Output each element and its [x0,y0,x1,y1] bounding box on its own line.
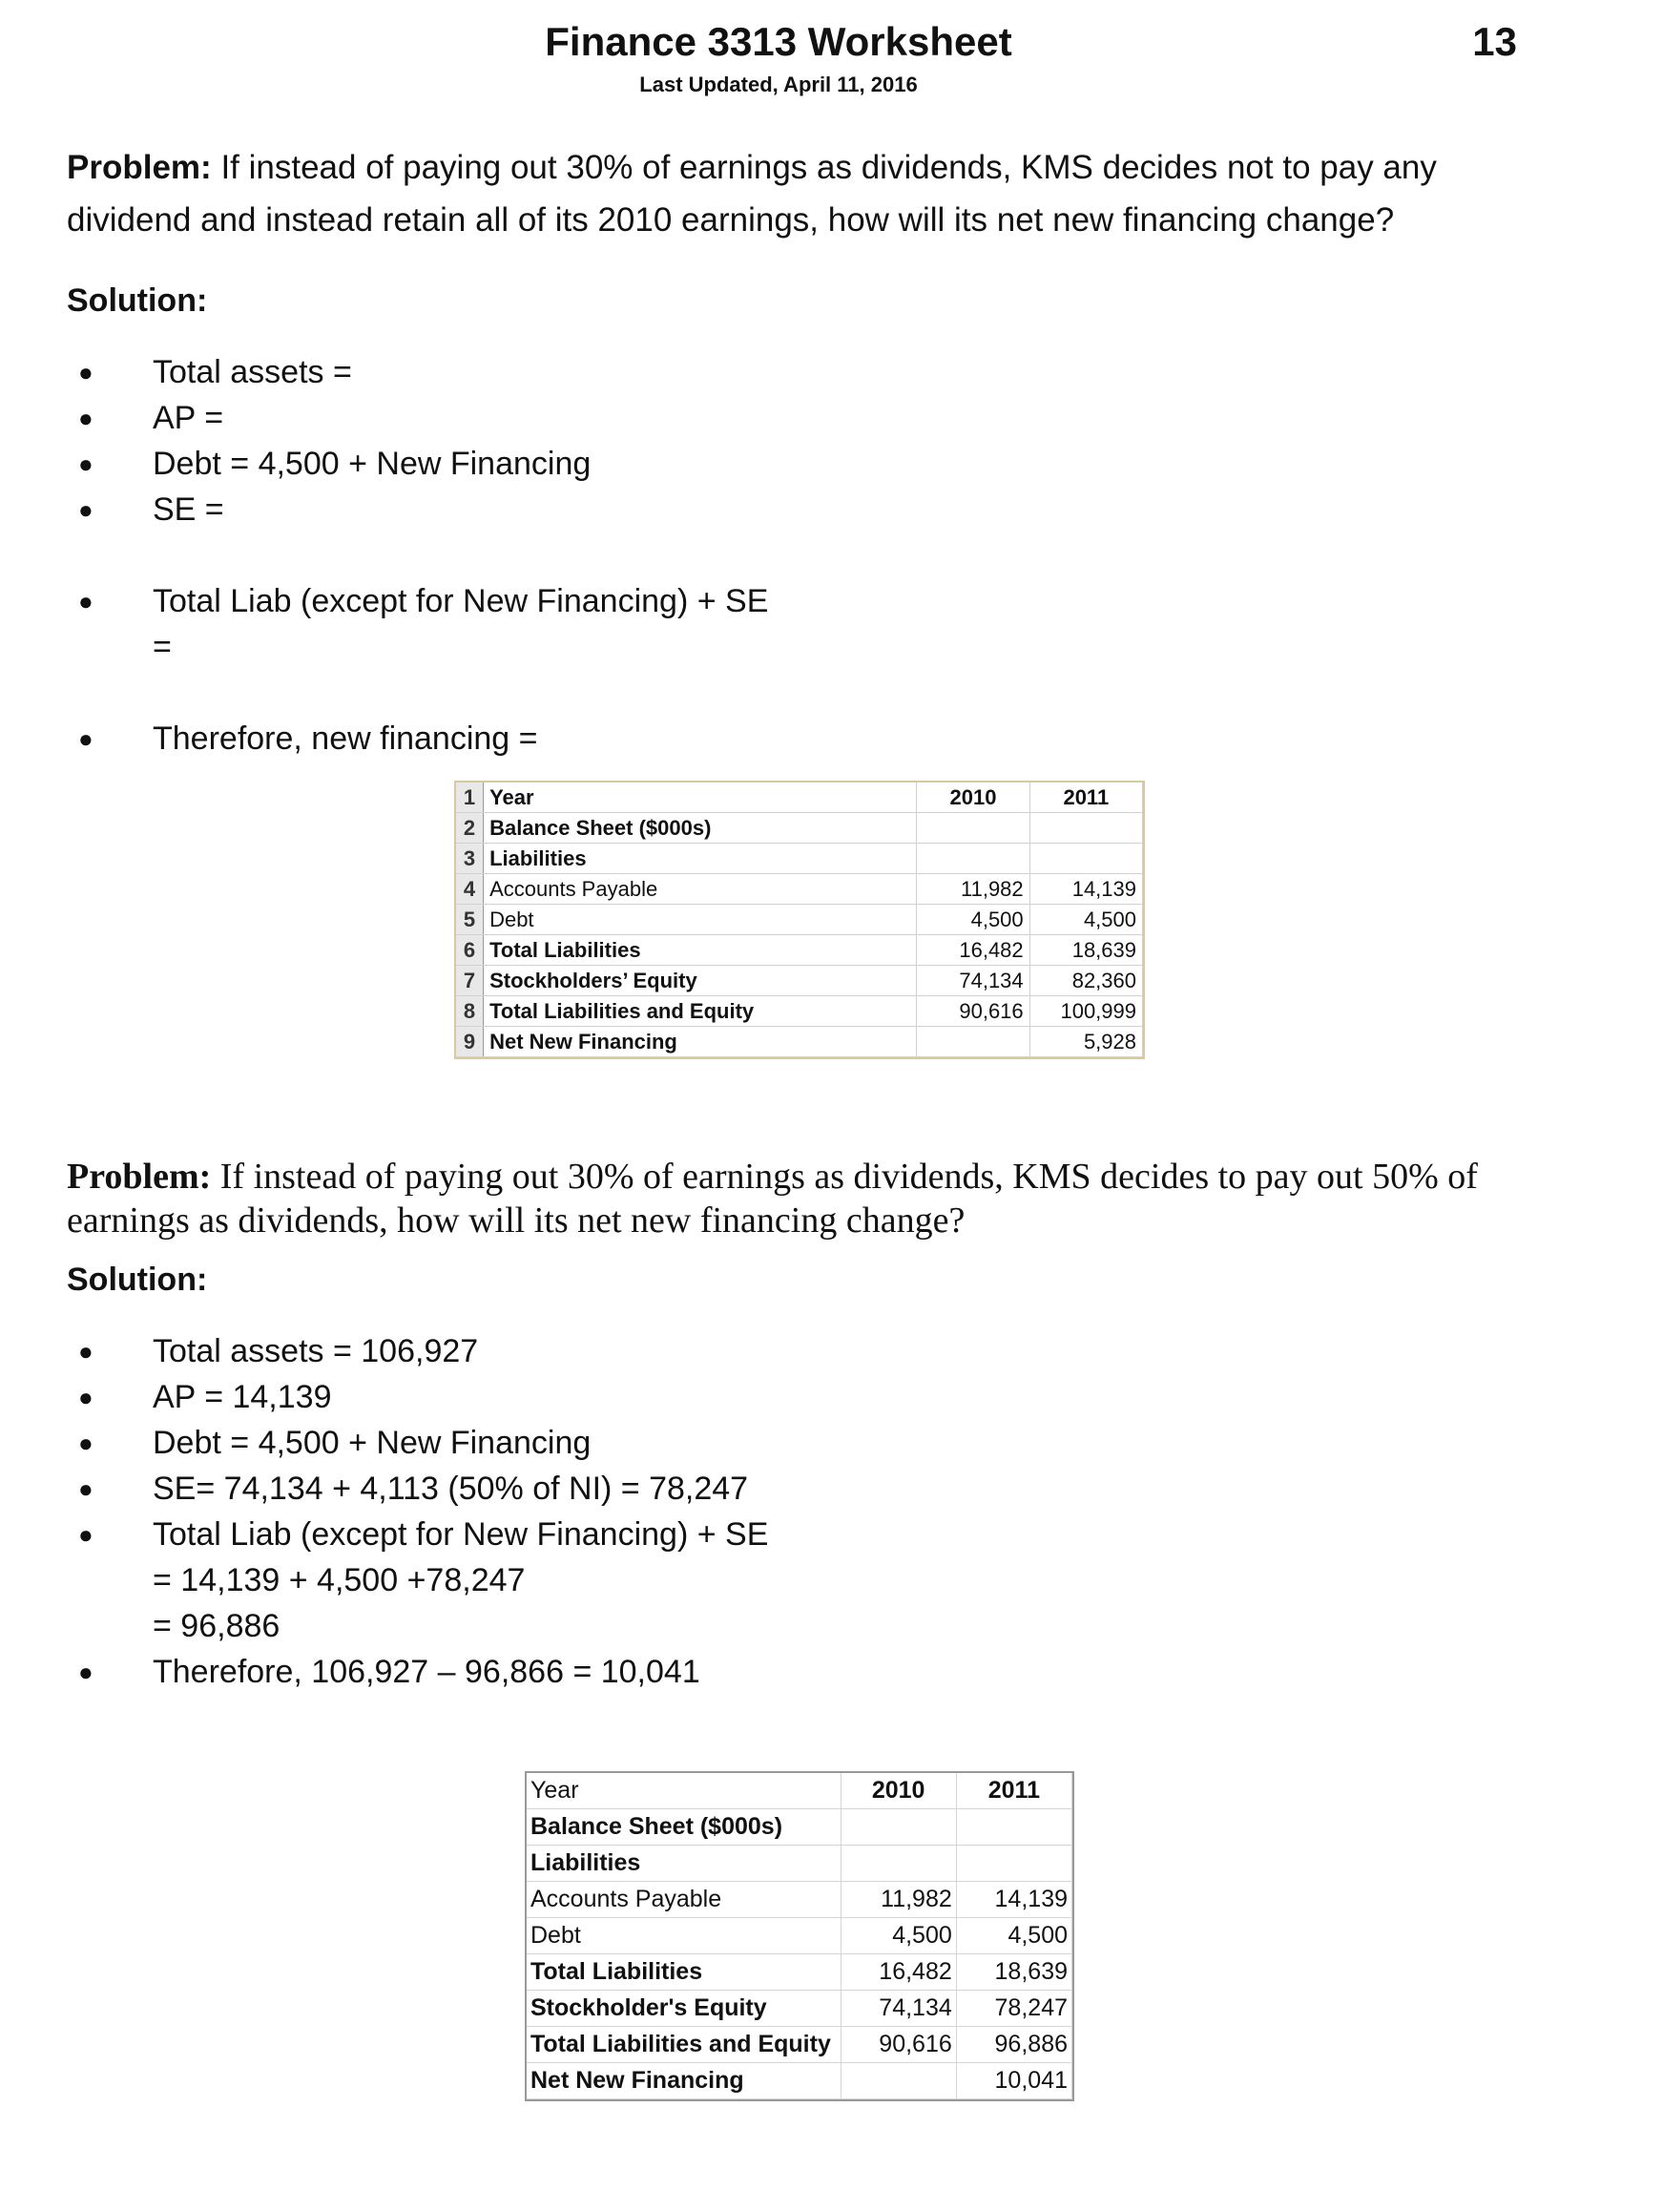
last-updated: Last Updated, April 11, 2016 [639,73,918,96]
row-number-cell: 6 [456,935,484,966]
table-row [527,1846,1072,1882]
value-2011-cell [956,1809,1071,1846]
row-number-cell: 4 [456,874,484,905]
bullet-icon: ● [78,449,93,478]
balance-sheet-table-1 [454,781,1145,1059]
value-2011-cell: 4,500 [1029,905,1142,935]
label-cell: Accounts Payable [527,1882,841,1918]
bullet-icon: ● [78,1520,93,1549]
table-row [527,1882,1072,1918]
problem-2-text: If instead of paying out 30% of earnings as dividends, KMS decides to pay out 50% of earnings as dividends, how will its net new financing change? [67,1157,1478,1241]
solution-2-list [67,1328,768,1695]
table-row [456,813,1143,844]
value-2010-cell: 90,616 [841,2027,956,2063]
bullet-icon: ● [78,1474,93,1503]
bullet-icon: ● [78,1429,93,1457]
value-2010-cell [917,1027,1029,1057]
label-cell: Total Liabilities [484,935,917,966]
value-2011-cell: 100,999 [1029,996,1142,1027]
label-cell: Year [527,1773,841,1809]
list-spacer [67,670,768,716]
label-cell: Total Liabilities [527,1954,841,1991]
value-2010-cell: 2010 [917,783,1029,813]
value-2011-cell [1029,813,1142,844]
list-item: ● SE = [67,487,768,532]
list-item: ● Therefore, new financing = [67,716,768,762]
list-item-continuation: = [153,629,172,665]
bullet-icon: ● [78,1337,93,1366]
table-row [527,2027,1072,2063]
value-2011-cell: 18,639 [956,1954,1071,1991]
bullet-icon: ● [78,404,93,432]
value-2010-cell: 74,134 [841,1991,956,2027]
value-2011-cell: 2011 [1029,783,1142,813]
label-cell: Debt [527,1918,841,1954]
value-2011-cell: 18,639 [1029,935,1142,966]
value-2010-cell [917,813,1029,844]
row-number-cell: 5 [456,905,484,935]
value-2010-cell: 90,616 [917,996,1029,1027]
bullet-icon: ● [78,358,93,386]
row-number-cell: 3 [456,844,484,874]
list-item: ● Debt = 4,500 + New Financing [67,1420,768,1466]
label-cell: Stockholders’ Equity [484,966,917,996]
list-item: ● Debt = 4,500 + New Financing [67,441,768,487]
solution-1-label: Solution: [67,282,208,319]
value-2010-cell: 2010 [841,1773,956,1809]
value-2010-cell [841,1809,956,1846]
list-item: ● AP = [67,395,768,441]
problem-1-label: Problem: [67,149,212,186]
value-2010-cell [841,2063,956,2099]
list-item: ● Total assets = 106,927 [67,1328,768,1374]
value-2011-cell: 78,247 [956,1991,1071,2027]
bullet-icon: ● [78,724,93,753]
value-2010-cell [841,1846,956,1882]
value-2011-cell [956,1846,1071,1882]
table-row [456,966,1143,996]
bullet-icon: ● [78,1658,93,1686]
list-item-continuation: = 14,139 + 4,500 +78,247 [153,1562,526,1598]
value-2010-cell: 4,500 [917,905,1029,935]
row-number-cell: 1 [456,783,484,813]
label-cell: Balance Sheet ($000s) [484,813,917,844]
list-item: ● Total Liab (except for New Financing) + SE [67,1512,768,1557]
row-number-cell: 7 [456,966,484,996]
solution-1-list [67,349,768,762]
value-2011-cell: 5,928 [1029,1027,1142,1057]
value-2010-cell: 16,482 [841,1954,956,1991]
label-cell: Year [484,783,917,813]
value-2011-cell: 96,886 [956,2027,1071,2063]
table-row [456,844,1143,874]
label-cell: Liabilities [527,1846,841,1882]
table-row [456,1027,1143,1057]
value-2011-cell: 82,360 [1029,966,1142,996]
list-item: ● SE= 74,134 + 4,113 (50% of NI) = 78,247 [67,1466,768,1512]
label-cell: Balance Sheet ($000s) [527,1809,841,1846]
table-row [527,1773,1072,1809]
table-row [456,996,1143,1027]
table-row [527,2063,1072,2099]
value-2010-cell: 74,134 [917,966,1029,996]
table-row [456,905,1143,935]
value-2011-cell: 10,041 [956,2063,1071,2099]
list-item: ● AP = 14,139 [67,1374,768,1420]
table-row [527,1991,1072,2027]
problem-1-text: If instead of paying out 30% of earnings as dividends, KMS decides not to pay any dividend and instead retain all of its 2010 earnings, how will its net new financing change? [67,149,1437,239]
value-2010-cell: 11,982 [917,874,1029,905]
value-2011-cell: 2011 [956,1773,1071,1809]
label-cell: Net New Financing [484,1027,917,1057]
label-cell: Stockholder's Equity [527,1991,841,2027]
row-number-cell: 2 [456,813,484,844]
label-cell: Debt [484,905,917,935]
label-cell: Total Liabilities and Equity [527,2027,841,2063]
value-2011-cell: 4,500 [956,1918,1071,1954]
list-item: ● Total assets = [67,349,768,395]
table-row [456,783,1143,813]
label-cell: Net New Financing [527,2063,841,2099]
table-row [527,1918,1072,1954]
value-2010-cell [917,844,1029,874]
problem-2-label: Problem: [67,1157,212,1197]
bullet-icon: ● [78,1383,93,1411]
value-2010-cell: 11,982 [841,1882,956,1918]
solution-2-label: Solution: [67,1262,208,1298]
label-cell: Accounts Payable [484,874,917,905]
balance-sheet-table-2 [525,1771,1074,2101]
list-spacer [67,532,768,578]
page-title: Finance 3313 Worksheet [545,19,1012,64]
bullet-icon: ● [78,495,93,524]
list-item-continuation: = 96,886 [153,1608,280,1644]
value-2010-cell: 16,482 [917,935,1029,966]
value-2010-cell: 4,500 [841,1918,956,1954]
row-number-cell: 8 [456,996,484,1027]
row-number-cell: 9 [456,1027,484,1057]
value-2011-cell: 14,139 [1029,874,1142,905]
page-number: 13 [1472,19,1517,64]
value-2011-cell: 14,139 [956,1882,1071,1918]
list-item: ● Therefore, 106,927 – 96,866 = 10,041 [67,1649,768,1695]
bullet-icon: ● [78,587,93,616]
value-2011-cell [1029,844,1142,874]
table-row [456,874,1143,905]
problem-1 [67,141,1536,246]
table-row [527,1954,1072,1991]
table-row [527,1809,1072,1846]
label-cell: Liabilities [484,844,917,874]
list-item: ● Total Liab (except for New Financing) + SE [67,578,768,624]
table-row [456,935,1143,966]
problem-2 [67,1155,1555,1242]
label-cell: Total Liabilities and Equity [484,996,917,1027]
